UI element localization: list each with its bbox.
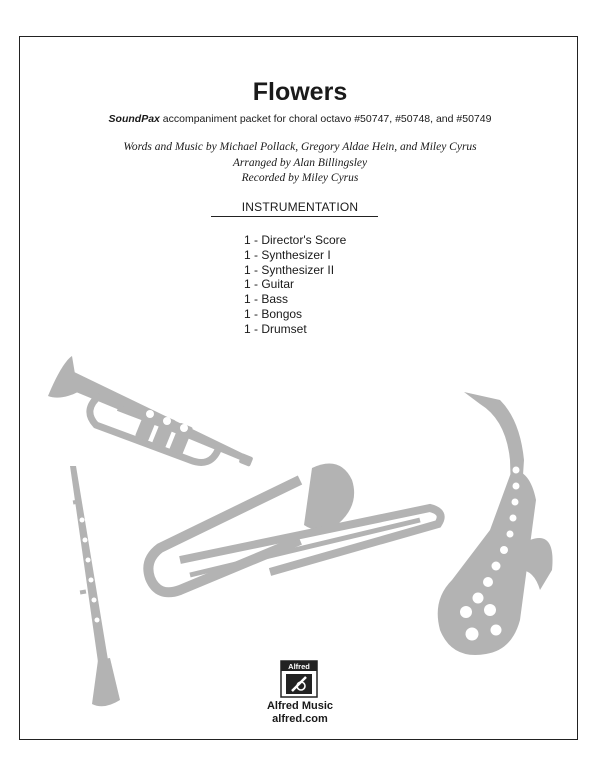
subtitle-text: accompaniment packet for choral octavo #50747, #50748, and #50749 bbox=[159, 113, 492, 125]
list-item: 1 - Guitar bbox=[244, 277, 295, 292]
publisher-name: Alfred Music bbox=[266, 700, 333, 712]
list-item: 1 - Director's Score bbox=[244, 233, 347, 247]
saxophone-icon bbox=[438, 392, 553, 655]
list-item: 1 - Bass bbox=[244, 292, 289, 307]
publisher bbox=[0, 700, 600, 726]
clarinet-icon bbox=[70, 466, 120, 706]
list-item: 1 - Bongos bbox=[244, 306, 303, 321]
list-item: 1 - Synthesizer II bbox=[244, 262, 335, 277]
page-title: Flowers bbox=[252, 78, 348, 106]
credit-arranged: Arranged by Alan Billingsley bbox=[232, 156, 368, 169]
trombone-icon bbox=[148, 464, 440, 593]
logo-wordmark: Alfred bbox=[288, 662, 310, 671]
alfred-logo bbox=[280, 660, 318, 698]
subtitle-brand: SoundPax bbox=[108, 113, 160, 125]
trumpet-icon bbox=[48, 356, 253, 467]
credit-words-music: Words and Music by Michael Pollack, Gregory Aldae Hein, and Miley Cyrus bbox=[123, 141, 477, 153]
publisher-url[interactable]: alfred.com bbox=[272, 713, 328, 725]
instrumentation-heading: INSTRUMENTATION bbox=[241, 200, 359, 214]
list-item: 1 - Drumset bbox=[244, 321, 307, 336]
alfred-logo-icon bbox=[280, 660, 318, 698]
list-item: 1 - Synthesizer I bbox=[244, 247, 331, 262]
credit-recorded: Recorded by Miley Cyrus bbox=[241, 172, 359, 184]
